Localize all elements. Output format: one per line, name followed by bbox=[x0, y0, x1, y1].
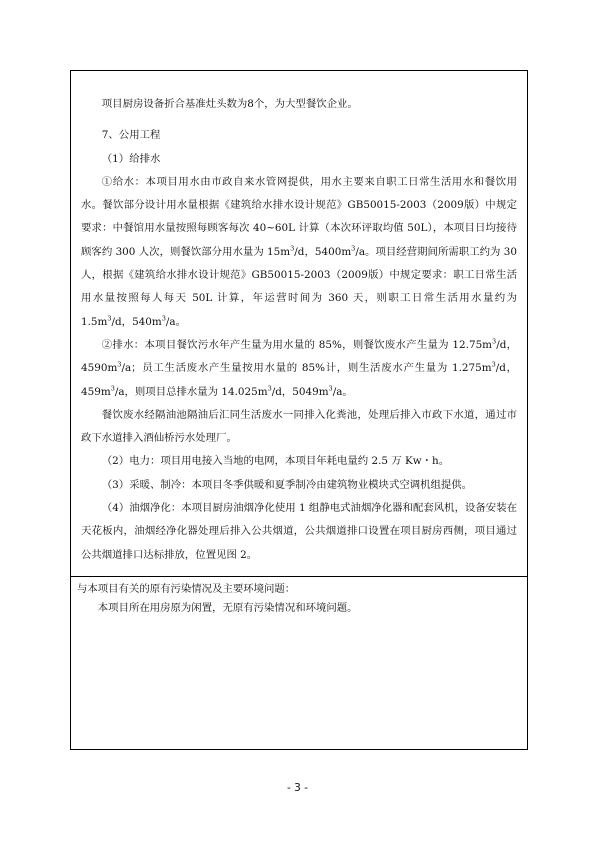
text-run: /a。 bbox=[332, 385, 353, 398]
text-run: ①给水：本项目用水由市政自来水管网提供，用水主要来自职工日常生活用水和餐饮用水。餐饮部分设计用水量根据《建筑给水排水设计规范》GB50015-2003（2009版）中规定要求：中餐馆用水量按照每顾客每次 40~60L 计算（本次环评取均值 50L），本项目日均接待顾客约 300 人次，则餐饮部分用水量为 15m bbox=[81, 175, 517, 258]
page-number: - 3 - bbox=[287, 782, 308, 794]
power-paragraph: （2）电力：项目用电接入当地的电网，本项目年耗电量约 2.5 万 Kw・h。 bbox=[101, 455, 450, 468]
table-row-divider bbox=[71, 576, 527, 577]
hvac-paragraph: （3）采暖、制冷：本项目冬季供暖和夏季制冷由建筑物业模块式空调机组提供。 bbox=[101, 478, 473, 491]
text-run: /d，5049m bbox=[271, 385, 329, 398]
text-run: /a，则项目总排水量为 14.025m bbox=[114, 385, 268, 398]
drainage-paragraph bbox=[81, 334, 517, 404]
text-run: ②排水：本项目餐饮污水年产生量为用水量的 85%，则餐饮废水产生量为 12.75m bbox=[101, 338, 493, 351]
superscript: 3 bbox=[290, 244, 295, 253]
existing-pollution-section bbox=[77, 580, 517, 618]
superscript: 3 bbox=[351, 244, 356, 253]
public-works-heading: 7、公用工程 bbox=[101, 129, 161, 142]
superscript: 3 bbox=[492, 337, 497, 346]
text-run: /d，540m bbox=[111, 315, 162, 328]
water-supply-paragraph bbox=[81, 171, 517, 334]
superscript: 3 bbox=[328, 384, 333, 393]
wastewater-paragraph: 餐饮废水经隔油池隔油后汇同生活废水一同排入化粪池，处理后排入市政下水道，通过市政下水道排入酒仙桥污水处理厂。 bbox=[81, 408, 517, 445]
text-run: /d，4590m bbox=[81, 338, 518, 375]
existing-pollution-heading: 与本项目有关的原有污染情况及主要环境问题： bbox=[77, 583, 296, 595]
text-run: /d，5400m bbox=[294, 245, 352, 258]
superscript: 3 bbox=[491, 360, 496, 369]
superscript: 3 bbox=[107, 314, 112, 323]
text-run: /a。项目经营期间所需职工约为 30 人，根据《建筑给水排水设计规范》GB50015-2003（2009版）中规定要求：职工日常生活用水量按照每人每天 50L 计算，年运营时间为 360 天，则职工日常生活用水量约为 1.5m bbox=[81, 245, 517, 328]
text-run: /d，459m bbox=[81, 362, 518, 398]
report-table-frame bbox=[70, 70, 528, 750]
text-run: /a；员工生活废水产生量按用水量的 85%计，则生活废水产生量为 1.275m bbox=[121, 362, 492, 375]
fume-purification-paragraph: （4）油烟净化：本项目厨房油烟净化使用 1 组静电式油烟净化器和配套风机，设备安装在天花板内，油烟经净化器处理后排入公共烟道，公共烟道排口设置在项目厨房西侧，项目通过公共烟道排口达标排放，位置见图 2。 bbox=[81, 502, 517, 561]
superscript: 3 bbox=[161, 314, 166, 323]
text-run: /a。 bbox=[165, 315, 186, 328]
project-description-section bbox=[81, 93, 517, 567]
superscript: 3 bbox=[267, 384, 272, 393]
stove-count-paragraph: 项目厨房设备折合基准灶头数为8个，为大型餐饮企业。 bbox=[101, 98, 358, 110]
water-heading: （1）给排水 bbox=[101, 152, 161, 165]
superscript: 3 bbox=[117, 360, 122, 369]
superscript: 3 bbox=[110, 384, 115, 393]
existing-pollution-text: 本项目所在用房原为闲置，无原有污染情况和环境问题。 bbox=[97, 602, 358, 614]
